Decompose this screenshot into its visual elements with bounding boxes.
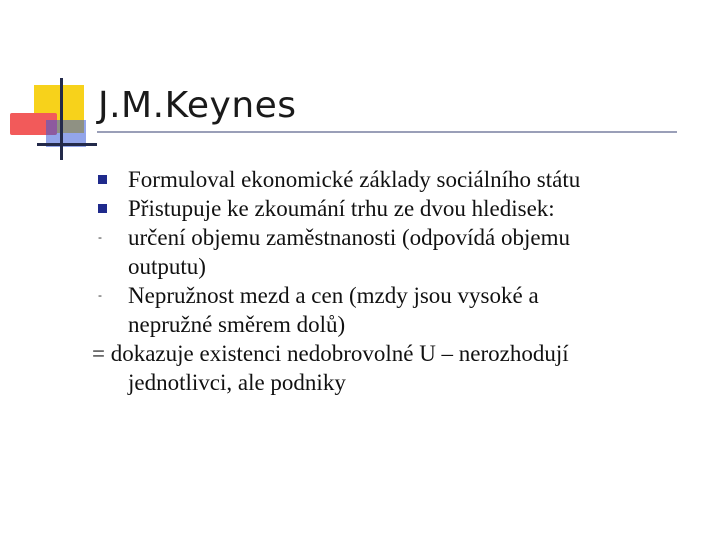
list-item-text-continuation: jednotlivci, ale podniky (128, 370, 346, 395)
dash-bullet-icon: - (98, 230, 102, 244)
title-ornament-vertical-line (60, 78, 63, 160)
title-ornament-horizontal-line (37, 143, 97, 146)
list-item (92, 339, 702, 397)
list-item-text-continuation: outputu) (128, 254, 206, 279)
list-item-text: Nepružnost mezd a cen (mzdy jsou vysoké a (128, 283, 539, 308)
list-item (92, 165, 702, 194)
square-bullet-icon (98, 175, 107, 184)
list-item-text: určení objemu zaměstnanosti (odpovídá objemu (128, 225, 570, 250)
list-item-text: Přistupuje ke zkoumání trhu ze dvou hledisek: (128, 196, 555, 221)
list-item (92, 194, 702, 223)
list-item (92, 223, 702, 281)
dash-bullet-icon: - (98, 288, 102, 302)
title-underline (97, 131, 677, 133)
slide-title: J.M.Keynes (98, 85, 297, 126)
list-item-text: = dokazuje existenci nedobrovolné U – nerozhodují (92, 341, 569, 366)
list-item-text: Formuloval ekonomické základy sociálního státu (128, 167, 581, 192)
list-item (92, 281, 702, 339)
square-bullet-icon (98, 204, 107, 213)
list-item-text-continuation: nepružné směrem dolů) (128, 312, 346, 337)
bullet-list (92, 165, 702, 397)
